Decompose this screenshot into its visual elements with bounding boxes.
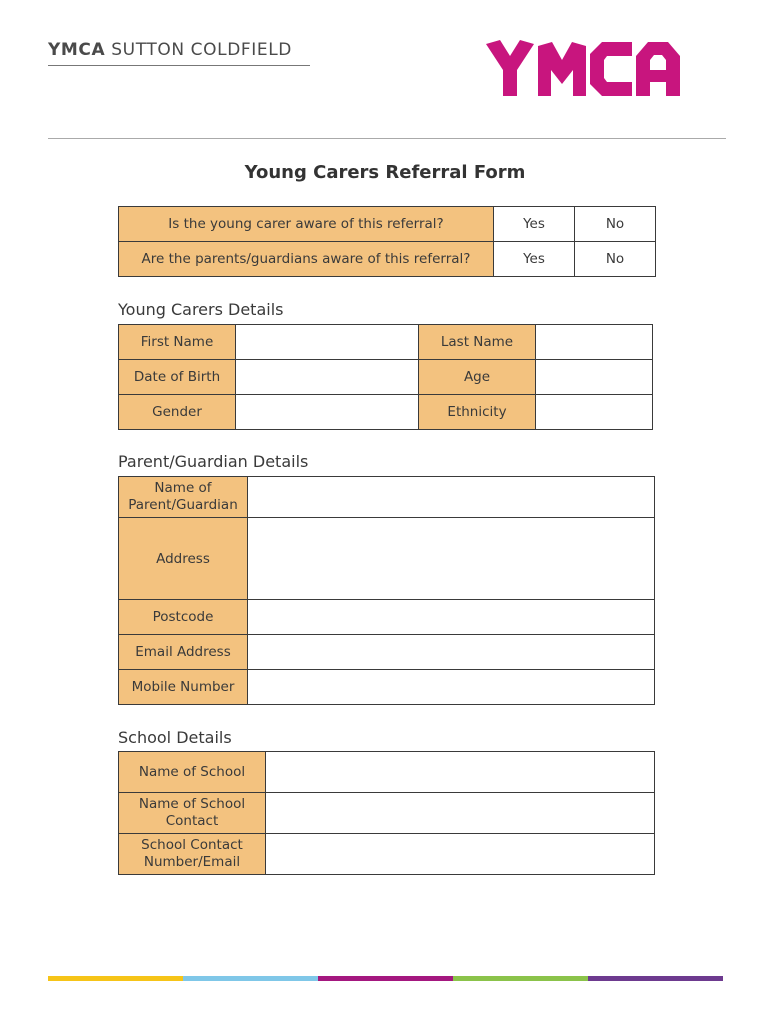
parent-name-label: Name of Parent/Guardian [119, 477, 248, 518]
table-row [119, 518, 655, 600]
org-underline [48, 65, 310, 66]
address-label: Address [119, 518, 248, 600]
ethnicity-field[interactable] [536, 395, 653, 430]
young-carers-table [118, 324, 653, 430]
address-field[interactable] [248, 518, 655, 600]
parent-table [118, 476, 655, 705]
ethnicity-label: Ethnicity [419, 395, 536, 430]
table-row [119, 793, 655, 834]
no-option[interactable]: No [575, 207, 656, 242]
org-name [48, 40, 292, 60]
dob-label: Date of Birth [119, 360, 236, 395]
age-label: Age [419, 360, 536, 395]
postcode-field[interactable] [248, 600, 655, 635]
school-contact-label: Name of School Contact [119, 793, 266, 834]
school-contact-number-field[interactable] [266, 834, 655, 875]
parent-name-field[interactable] [248, 477, 655, 518]
footer-bar-green [453, 976, 588, 981]
org-name-bold: YMCA [48, 40, 106, 60]
gender-label: Gender [119, 395, 236, 430]
last-name-label: Last Name [419, 325, 536, 360]
org-name-rest: SUTTON COLDFIELD [111, 40, 292, 60]
school-title: School Details [118, 728, 232, 747]
awareness-question: Are the parents/guardians aware of this referral? [119, 242, 494, 277]
awareness-question: Is the young carer aware of this referral? [119, 207, 494, 242]
yes-option[interactable]: Yes [494, 242, 575, 277]
table-row [119, 477, 655, 518]
dob-field[interactable] [236, 360, 419, 395]
young-carers-title: Young Carers Details [118, 300, 284, 319]
table-row [119, 752, 655, 793]
awareness-row [119, 242, 656, 277]
school-contact-field[interactable] [266, 793, 655, 834]
awareness-row [119, 207, 656, 242]
table-row [119, 635, 655, 670]
first-name-field[interactable] [236, 325, 419, 360]
first-name-label: First Name [119, 325, 236, 360]
table-row [119, 360, 653, 395]
footer-bar-blue [183, 976, 318, 981]
ymca-logo [486, 40, 680, 98]
mobile-label: Mobile Number [119, 670, 248, 705]
form-title: Young Carers Referral Form [244, 162, 526, 183]
table-row [119, 325, 653, 360]
mobile-field[interactable] [248, 670, 655, 705]
gender-field[interactable] [236, 395, 419, 430]
footer-bar-magenta [318, 976, 453, 981]
yes-option[interactable]: Yes [494, 207, 575, 242]
footer-bar-purple [588, 976, 723, 981]
footer-bar-yellow [48, 976, 183, 981]
school-table [118, 751, 655, 875]
email-label: Email Address [119, 635, 248, 670]
table-row [119, 395, 653, 430]
table-row [119, 670, 655, 705]
last-name-field[interactable] [536, 325, 653, 360]
parent-title: Parent/Guardian Details [118, 452, 309, 471]
email-field[interactable] [248, 635, 655, 670]
school-name-field[interactable] [266, 752, 655, 793]
age-field[interactable] [536, 360, 653, 395]
no-option[interactable]: No [575, 242, 656, 277]
school-name-label: Name of School [119, 752, 266, 793]
school-contact-number-label: School Contact Number/Email [119, 834, 266, 875]
awareness-table [118, 206, 656, 277]
postcode-label: Postcode [119, 600, 248, 635]
table-row [119, 600, 655, 635]
header-rule [48, 138, 726, 139]
table-row [119, 834, 655, 875]
